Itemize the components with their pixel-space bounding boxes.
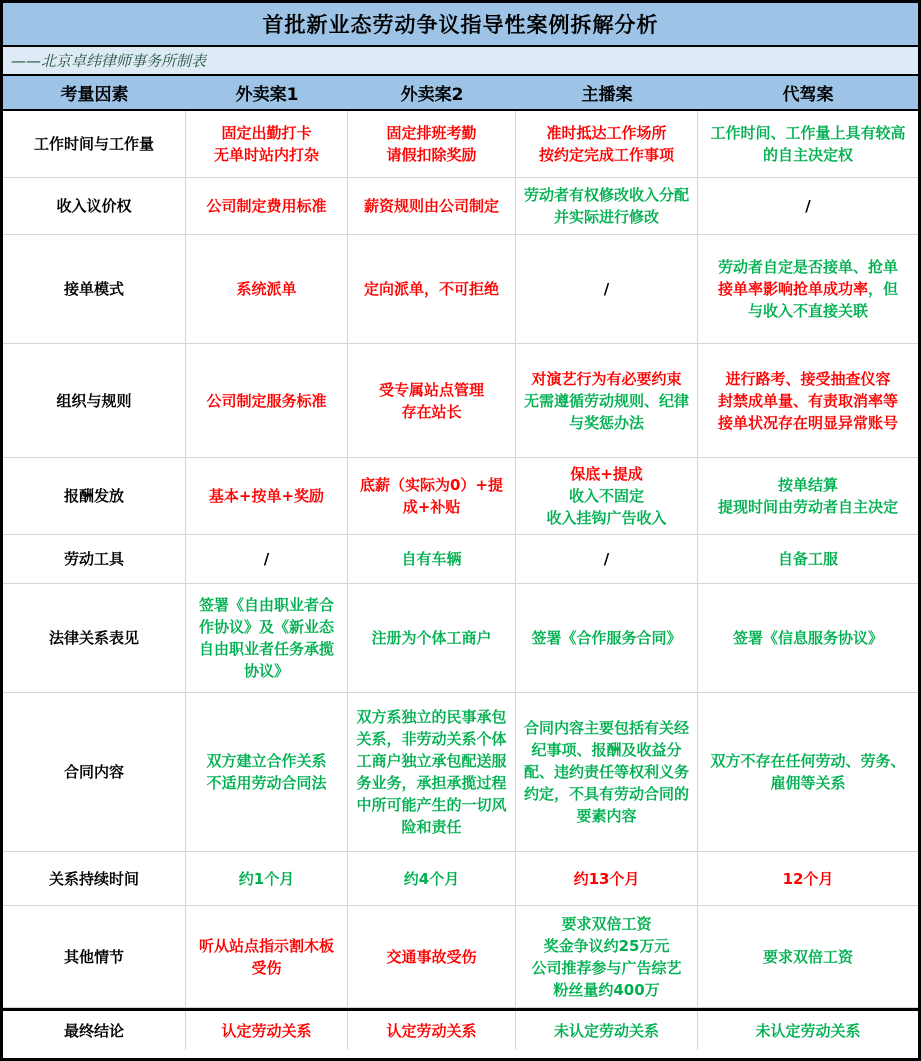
table-row	[3, 693, 918, 852]
table-row	[3, 458, 918, 535]
table-row	[3, 235, 918, 344]
factor-label: 组织与规则	[3, 344, 186, 458]
value-cell	[186, 235, 348, 344]
table-body	[3, 111, 918, 1050]
cell-text: 固定出勤打卡	[221, 124, 312, 142]
value-cell	[186, 852, 348, 906]
cell-text: 无需遵循劳动规则、纪律与奖惩办法	[523, 391, 689, 432]
value-cell	[348, 344, 516, 458]
column-header: 主播案	[581, 85, 633, 105]
value-cell	[348, 535, 516, 584]
cell-text: /	[263, 550, 270, 568]
cell-text: 未认定劳动关系	[755, 1021, 861, 1040]
cell-text: 与收入不直接关联	[747, 302, 868, 320]
cell-text: 签署《信息服务协议》	[732, 629, 883, 647]
factor-label: 关系持续时间	[3, 852, 186, 906]
cell-text: /	[603, 550, 610, 568]
value-cell	[186, 344, 348, 458]
table-row	[3, 535, 918, 584]
value-cell	[348, 693, 516, 852]
factor-label: 最终结论	[3, 1011, 186, 1050]
column-header: 外卖案2	[400, 85, 464, 105]
cell-text: 存在站长	[401, 402, 462, 421]
value-cell	[698, 1011, 918, 1050]
cell-text: 工作时间、工作量上具有较高的自主决定权	[710, 124, 906, 164]
cell-text: 不适用劳动合同法	[206, 774, 327, 792]
cell-text: 固定排班考勤	[386, 124, 477, 142]
table-title: 首批新业态劳动争议指导性案例拆解分析	[3, 3, 918, 47]
value-cell	[516, 1011, 698, 1050]
table-row	[3, 178, 918, 235]
cell-text: 系统派单	[236, 280, 297, 298]
cell-text: 签署《自由职业者合作协议》及《新业态自由职业者任务承揽协议》	[198, 596, 334, 680]
value-cell	[698, 458, 918, 535]
factor-label: 报酬发放	[3, 458, 186, 535]
table-row	[3, 584, 918, 693]
value-cell	[348, 906, 516, 1008]
cell-text: 封禁成单量、有责取消率等	[717, 391, 898, 410]
cell-text: 接单状况存在明显异常账号	[717, 413, 898, 432]
cell-text: 无单时站内打杂	[213, 146, 319, 164]
cell-text: 按单结算	[777, 476, 838, 494]
value-cell	[516, 852, 698, 906]
value-cell	[186, 906, 348, 1008]
cell-text: 自有车辆	[401, 550, 462, 568]
table-row	[3, 1008, 918, 1050]
column-header: 外卖案1	[235, 85, 299, 105]
value-cell	[186, 111, 348, 178]
table-row	[3, 906, 918, 1008]
value-cell	[698, 693, 918, 852]
factor-label: 劳动工具	[3, 535, 186, 584]
value-cell	[698, 178, 918, 235]
value-cell	[186, 535, 348, 584]
cell-text: 约13个月	[573, 869, 640, 888]
value-cell	[516, 458, 698, 535]
value-cell	[348, 111, 516, 178]
cell-text: 薪资规则由公司制定	[363, 197, 499, 215]
value-cell	[698, 111, 918, 178]
cell-text: 定向派单，不可拒绝	[363, 280, 499, 298]
cell-text: 双方建立合作关系	[206, 752, 327, 770]
value-cell	[186, 458, 348, 535]
factor-label: 工作时间与工作量	[3, 111, 186, 178]
value-cell	[186, 178, 348, 235]
cell-text: 按约定完成工作事项	[538, 146, 674, 164]
cell-text: 请假扣除奖励	[386, 146, 477, 164]
cell-text: 收入挂钩广告收入	[546, 509, 667, 527]
value-cell	[516, 535, 698, 584]
value-cell	[698, 852, 918, 906]
factor-label: 收入议价权	[3, 178, 186, 235]
cell-text: 自备工服	[777, 550, 838, 568]
cell-text: 劳动者有权修改收入分配并实际进行修改	[523, 186, 689, 226]
cell-text: 劳动者自定是否接单、抢单	[717, 258, 898, 276]
cell-text: 听从站点指示割木板受伤	[198, 936, 334, 977]
value-cell	[516, 111, 698, 178]
column-header: 考量因素	[60, 85, 129, 105]
table-row	[3, 111, 918, 178]
cell-text: 签署《合作服务合同》	[531, 629, 682, 647]
value-cell	[516, 584, 698, 693]
value-cell	[516, 344, 698, 458]
cell-text: 公司制定费用标准	[206, 197, 327, 215]
cell-text: 粉丝量约400万	[553, 980, 660, 999]
cell-text: /	[805, 197, 811, 215]
factor-label: 合同内容	[3, 693, 186, 852]
cell-text: 提现时间由劳动者自主决定	[717, 498, 898, 516]
cell-text: ，但	[868, 280, 899, 298]
cell-text: 要求双倍工资	[561, 914, 652, 933]
value-cell	[698, 235, 918, 344]
factor-label: 法律关系表见	[3, 584, 186, 693]
cell-text: 未认定劳动关系	[553, 1021, 659, 1040]
cell-text: 奖金争议约25万元	[543, 936, 670, 955]
cell-text: 双方系独立的民事承包关系，非劳动关系个体工商户独立承包配送服务业务，承担承揽过程中所可能产生的一切风险和责任	[356, 708, 507, 836]
cell-text: /	[603, 280, 610, 298]
cell-text: 对演艺行为有必要约束	[531, 369, 682, 388]
cell-text: 公司制定服务标准	[206, 391, 327, 410]
factor-label: 其他情节	[3, 906, 186, 1008]
value-cell	[698, 344, 918, 458]
value-cell	[348, 852, 516, 906]
column-header: 代驾案	[782, 85, 834, 105]
cell-text: 12个月	[782, 869, 834, 888]
value-cell	[348, 1011, 516, 1050]
cell-text: 交通事故受伤	[386, 947, 477, 966]
value-cell	[348, 458, 516, 535]
cell-text: 基本+按单+奖励	[208, 487, 325, 505]
cell-text: 认定劳动关系	[386, 1021, 477, 1040]
cell-text: 保底+提成	[570, 465, 643, 483]
value-cell	[186, 584, 348, 693]
value-cell	[698, 906, 918, 1008]
cell-text: 合同内容主要包括有关经纪事项、报酬及收益分配、违约责任等权利义务约定，不具有劳动合同的要素内容	[523, 719, 689, 825]
value-cell	[516, 178, 698, 235]
cell-text: 要求双倍工资	[762, 947, 853, 966]
cell-text: 收入不固定	[568, 487, 644, 505]
value-cell	[348, 178, 516, 235]
value-cell	[348, 235, 516, 344]
value-cell	[698, 535, 918, 584]
value-cell	[516, 693, 698, 852]
cell-text: 约4个月	[403, 869, 460, 888]
value-cell	[348, 584, 516, 693]
cell-text: 进行路考、接受抽查仪容	[725, 369, 891, 388]
cell-text: 准时抵达工作场所	[546, 124, 667, 142]
value-cell	[516, 235, 698, 344]
header-row	[3, 76, 918, 111]
table-row	[3, 344, 918, 458]
value-cell	[698, 584, 918, 693]
value-cell	[516, 906, 698, 1008]
cell-text: 底薪（实际为0）+提成+补贴	[359, 476, 503, 516]
table-credit: ——北京卓纬律师事务所制表	[3, 47, 918, 76]
factor-label: 接单模式	[3, 235, 186, 344]
value-cell	[186, 693, 348, 852]
cell-text: 接单率影响抢单成功率	[717, 280, 868, 298]
cell-text: 受专属站点管理	[378, 380, 484, 399]
cell-text: 注册为个体工商户	[371, 629, 492, 647]
cell-text: 认定劳动关系	[221, 1021, 312, 1040]
value-cell	[186, 1011, 348, 1050]
table-row	[3, 852, 918, 906]
cell-text: 双方不存在任何劳动、劳务、雇佣等关系	[710, 752, 906, 792]
cell-text: 公司推荐参与广告综艺	[531, 958, 682, 977]
cell-text: 约1个月	[238, 869, 295, 888]
